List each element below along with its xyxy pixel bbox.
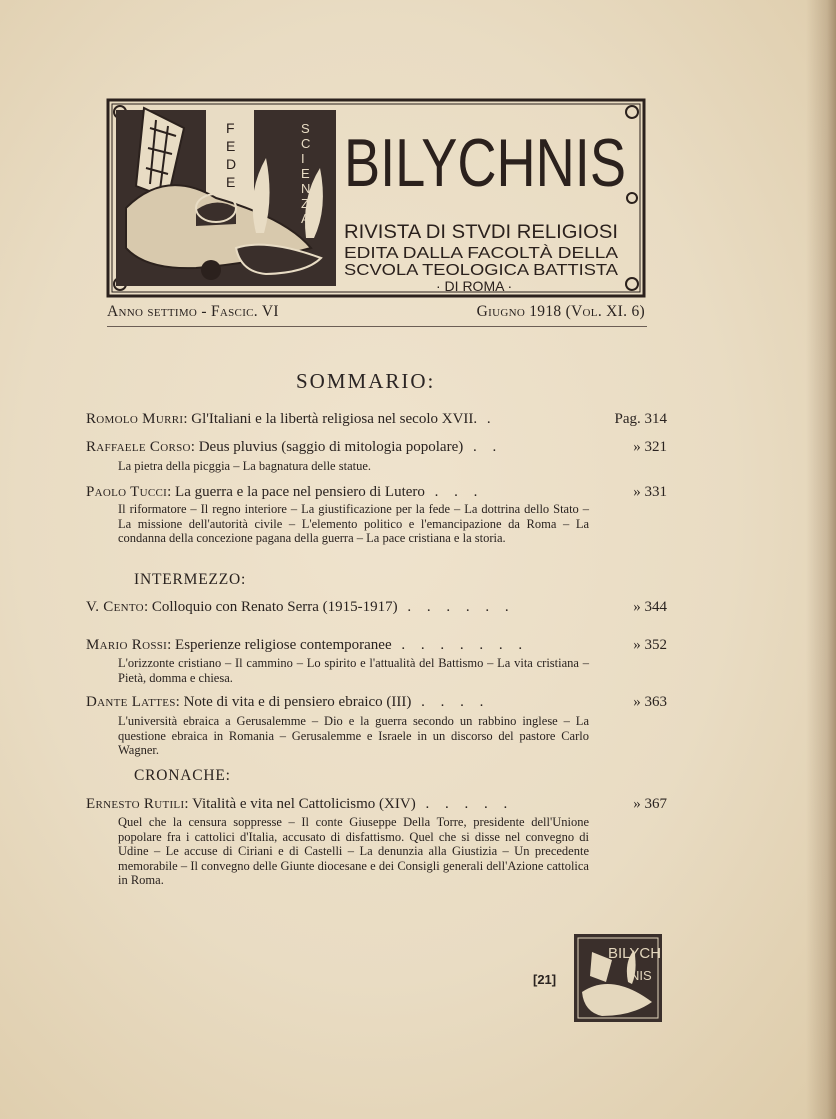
masthead-title: BILYCHNIS bbox=[344, 125, 626, 201]
entry-title: : La guerra e la pace nel pensiero di Lutero bbox=[167, 484, 425, 500]
toc-entry bbox=[86, 484, 666, 501]
entry-title: : Deus pluvius (saggio di mitologia popolare) bbox=[190, 439, 464, 455]
masthead-line2: EDITA DALLA FACOLTÀ DELLA bbox=[344, 245, 575, 262]
masthead-line4: · DI ROMA · bbox=[436, 278, 513, 294]
entry-author: Dante Lattes bbox=[86, 694, 176, 710]
toc-entry bbox=[86, 439, 666, 456]
entry-leader: . . . . . bbox=[415, 796, 514, 812]
page-number: [21] bbox=[533, 972, 557, 987]
entry-page: Pag. 314 bbox=[614, 411, 667, 427]
entry-description: Quel che la censura soppresse – Il conte Giuseppe Della Torre, presidente dell'Unione popolare fra i cattolici d'Italia, accusato di disfattismo. Quel che si disse nel convegno di Udine – Le accuse di Ciriani e di Castelli – La denunzia alla Giustizia – Un precedente memorabile – Il convegno delle Giunte diocesane e dei Consigli generali dell'Azione cattolica in Roma. bbox=[118, 815, 589, 887]
entry-author: Raffaele Corso bbox=[86, 439, 191, 455]
colophon-emblem-icon bbox=[572, 932, 664, 1024]
entry-description: L'università ebraica a Gerusalemme – Dio e la guerra secondo un rabbino inglese – La questione ebraica in Romania – Gerusalemme e Israele in un discorso del pastore Carlo Wagner. bbox=[118, 714, 589, 757]
entry-author: V. Cento bbox=[86, 599, 144, 615]
entry-title: : Colloquio con Renato Serra (1915-1917) bbox=[143, 599, 398, 615]
section-intermezzo: INTERMEZZO: bbox=[134, 571, 247, 588]
toc-entry bbox=[86, 411, 666, 428]
contents-heading: SOMMARIO: bbox=[296, 369, 436, 393]
entry-leader: . . . . . . bbox=[397, 599, 515, 615]
entry-page: » 363 bbox=[633, 694, 667, 710]
entry-title: : Gl'Italiani e la libertà religiosa nel secolo XVII. bbox=[183, 411, 478, 427]
issue-year-fascicle: Anno settimo - Fascic. VI bbox=[107, 303, 279, 320]
entry-author: Mario Rossi bbox=[86, 637, 168, 653]
colophon-text-bottom: NIS bbox=[630, 968, 652, 983]
masthead bbox=[106, 98, 646, 298]
masthead-word-fede: F E D E bbox=[226, 120, 237, 190]
entry-page: » 367 bbox=[633, 796, 667, 812]
entry-leader: . . . . bbox=[411, 694, 490, 710]
entry-page: » 344 bbox=[633, 599, 667, 615]
issue-meta bbox=[107, 303, 647, 325]
entry-title: : Note di vita e di pensiero ebraico (III) bbox=[175, 694, 412, 710]
toc-entry bbox=[86, 796, 666, 813]
issue-date-volume: Giugno 1918 (Vol. XI. 6) bbox=[476, 303, 645, 320]
entry-leader: . bbox=[477, 411, 497, 427]
entry-leader: . . . bbox=[424, 484, 484, 500]
entry-author: Ernesto Rutili bbox=[86, 796, 185, 812]
masthead-word-scienza: S C I E N Z A bbox=[301, 121, 311, 226]
entry-author: Paolo Tucci bbox=[86, 484, 168, 500]
colophon-text-top: BILYCH bbox=[608, 945, 662, 962]
masthead-subtitle: RIVISTA DI STVDI RELIGIOSI bbox=[344, 222, 618, 243]
entry-page: » 352 bbox=[633, 637, 667, 653]
section-cronache: CRONACHE: bbox=[134, 767, 231, 784]
entry-title: : Vitalità e vita nel Cattolicismo (XIV) bbox=[184, 796, 416, 812]
entry-author: Romolo Murri bbox=[86, 411, 184, 427]
entry-page: » 321 bbox=[633, 439, 667, 455]
entry-page: » 331 bbox=[633, 484, 667, 500]
entry-description: L'orizzonte cristiano – Il cammino – Lo spirito e l'attualità del Battismo – La vita cristiana – Pietà, domma e chiesa. bbox=[118, 656, 589, 685]
meta-divider bbox=[107, 326, 647, 327]
toc-entry bbox=[86, 637, 666, 654]
masthead-line3: SCVOLA TEOLOGICA BATTISTA bbox=[344, 262, 619, 279]
entry-description: La pietra della picggia – La bagnatura delle statue. bbox=[118, 459, 372, 473]
entry-title: : Esperienze religiose contemporanee bbox=[167, 637, 392, 653]
entry-leader: . . bbox=[463, 439, 503, 455]
entry-description: Il riformatore – Il regno interiore – La giustificazione per la fede – La dottrina dello Stato – La missione dell'autorità civile – L'elemento politico e l'emancipazione da Roma – La condanna della concezione pagana della guerra – La pace cristiana e la storia. bbox=[118, 502, 589, 545]
toc-entry bbox=[86, 599, 666, 616]
toc-entry bbox=[86, 694, 666, 711]
entry-leader: . . . . . . . bbox=[391, 637, 529, 653]
